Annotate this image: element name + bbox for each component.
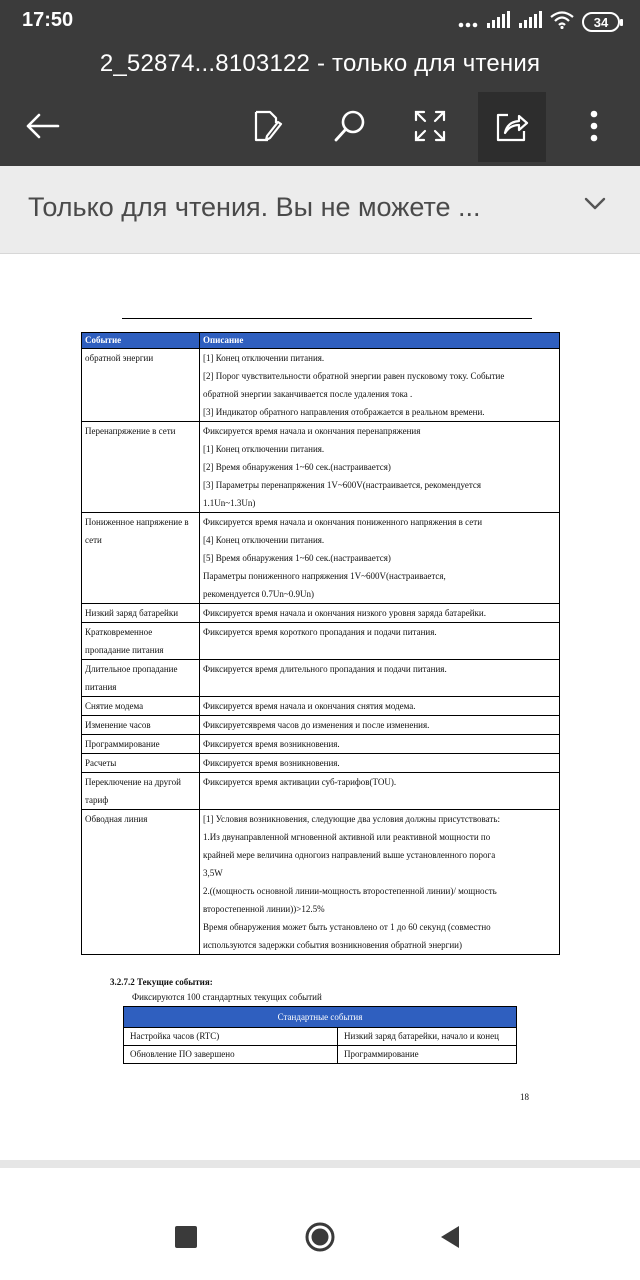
description-line: Фиксируется время начала и окончания перенапряжения [203,426,421,436]
recents-button[interactable] [166,1220,206,1254]
event-description [200,773,560,810]
description-line: [4] Конец отключении питания. [203,535,325,545]
description-line: обратной энергии заканчивается после удаления тока . [203,389,413,399]
event-name: Длительное пропадание питания [82,660,200,697]
event-description [200,810,560,955]
description-line: [1] Конец отключении питания. [203,444,325,454]
event-description [200,604,560,623]
app-header [0,0,640,166]
description-line: Фиксируется время короткого пропадания и подачи питания. [203,627,437,637]
event-name: Кратковременное пропадание питания [82,623,200,660]
table-row [82,697,560,716]
description-line: [3] Индикатор обратного направления отображается в реальном времени. [203,407,485,417]
back-button[interactable] [430,1220,470,1254]
event-description [200,754,560,773]
table-row [82,623,560,660]
header-rule [122,318,532,319]
description-line: 3,5W [203,868,223,878]
status-icons [458,10,620,34]
event-name: Снятие модема [82,697,200,716]
event-name: Расчеты [82,754,200,773]
event-description [200,735,560,754]
description-line: 1.1Un~1.3Un) [203,498,256,508]
event-name: Изменение часов [82,716,200,735]
page-number: 18 [520,1092,529,1102]
wifi-icon [550,11,574,33]
description-line: Фиксируется время возникновения. [203,758,340,768]
document-title: 2_52874...8103122 - только для чтения [99,50,541,77]
events-table [81,332,560,955]
status-bar [0,0,640,44]
page-separator [0,1160,640,1168]
description-line: [3] Параметры перенапряжения 1V~600V(настраивается, рекомендуется [203,480,482,490]
more-icon[interactable] [564,96,624,156]
dots-icon [458,13,478,32]
description-line: Параметры пониженного напряжения 1V~600V(настраивается, [203,571,446,581]
table-row [124,1028,517,1046]
signal-icon [518,11,542,33]
description-line: используются задержки события возникновения обратной энергии) [203,940,462,950]
event-name: Переключение на другой тариф [82,773,200,810]
event-description [200,697,560,716]
description-line: крайней мере величина одногоиз направлений выше установленного порога [203,850,496,860]
table-cell: Низкий заряд батарейки, начало и конец [338,1028,517,1046]
event-description [200,349,560,422]
standard-events-table [123,1006,517,1064]
description-line: [2] Время обнаружения 1~60 сек.(настраивается) [203,462,391,472]
table-row [82,754,560,773]
event-name: Программирование [82,735,200,754]
table-row [124,1046,517,1064]
description-line: [1] Конец отключении питания. [203,353,325,363]
description-line: Фиксируется время начала и окончания снятия модема. [203,701,416,711]
description-line: [1] Условия возникновения, следующие два условия должны присутствовать: [203,814,500,824]
description-line: Фиксируется время начала и окончания пониженного напряжения в сети [203,517,483,527]
table-row [82,660,560,697]
table-header-row [82,333,560,349]
event-name: обратной энергии [82,349,200,422]
column-header: Описание [200,333,560,349]
description-line: Фиксируется время начала и окончания низкого уровня заряда батарейки. [203,608,486,618]
table-row [82,810,560,955]
battery-icon: 34 [582,12,620,32]
table-row [82,422,560,513]
table-header-row [124,1007,517,1028]
standard-events-header: Стандартные события [124,1007,517,1028]
event-name: Перенапряжение в сети [82,422,200,513]
description-line: Фиксируется время активации суб-тарифов(TOU). [203,777,397,787]
table-cell: Обновление ПО завершено [124,1046,338,1064]
description-line: Время обнаружения может быть установлено от 1 до 60 секунд (совместно [203,922,491,932]
description-line: Фиксируется время длительного пропадания и подачи питания. [203,664,447,674]
description-line: [2] Порог чувствительности обратной энергии равен пусковому току. Событие [203,371,505,381]
event-name: Обводная линия [82,810,200,955]
description-line: [5] Время обнаружения 1~60 сек.(настраивается) [203,553,391,563]
event-description [200,623,560,660]
system-nav-bar [0,1194,640,1280]
fullscreen-icon[interactable] [400,96,460,156]
event-description [200,660,560,697]
event-description [200,716,560,735]
table-row [82,716,560,735]
table-cell: Программирование [338,1046,517,1064]
table-row [82,735,560,754]
description-line: Фиксируется время возникновения. [203,739,340,749]
table-row [82,513,560,604]
edit-icon[interactable] [238,96,298,156]
signal-icon [486,11,510,33]
description-line: 2.((мощность основной линии-мощность второстепенной линии)/ мощность [203,886,497,896]
chevron-down-icon[interactable] [584,196,606,215]
description-line: 1.Из двунаправленной мгновенной активной или реактивной мощности по [203,832,491,842]
description-line: второстепенной линии))>12.5% [203,904,325,914]
back-icon[interactable] [12,96,72,156]
section-text: Фиксируются 100 стандартных текущих событий [132,992,322,1002]
share-icon[interactable] [478,92,546,162]
table-row [82,604,560,623]
description-line: Фиксируетсявремя часов до изменения и после изменения. [203,720,430,730]
table-row [82,349,560,422]
event-name: Низкий заряд батарейки [82,604,200,623]
table-cell: Настройка часов (RTC) [124,1028,338,1046]
event-description [200,422,560,513]
toolbar [0,90,640,162]
table-row [82,773,560,810]
section-heading: 3.2.7.2 Текущие события: [110,977,213,987]
home-button[interactable] [300,1220,340,1254]
document-page[interactable] [0,254,640,1160]
read-only-banner[interactable] [0,166,640,254]
event-name: Пониженное напряжение в сети [82,513,200,604]
status-time: 17:50 [22,9,74,31]
event-description [200,513,560,604]
search-icon[interactable] [320,96,380,156]
description-line: рекомендуется 0.7Un~0.9Un) [203,589,314,599]
column-header: Событие [82,333,200,349]
banner-text: Только для чтения. Вы не можете ... [28,192,481,222]
